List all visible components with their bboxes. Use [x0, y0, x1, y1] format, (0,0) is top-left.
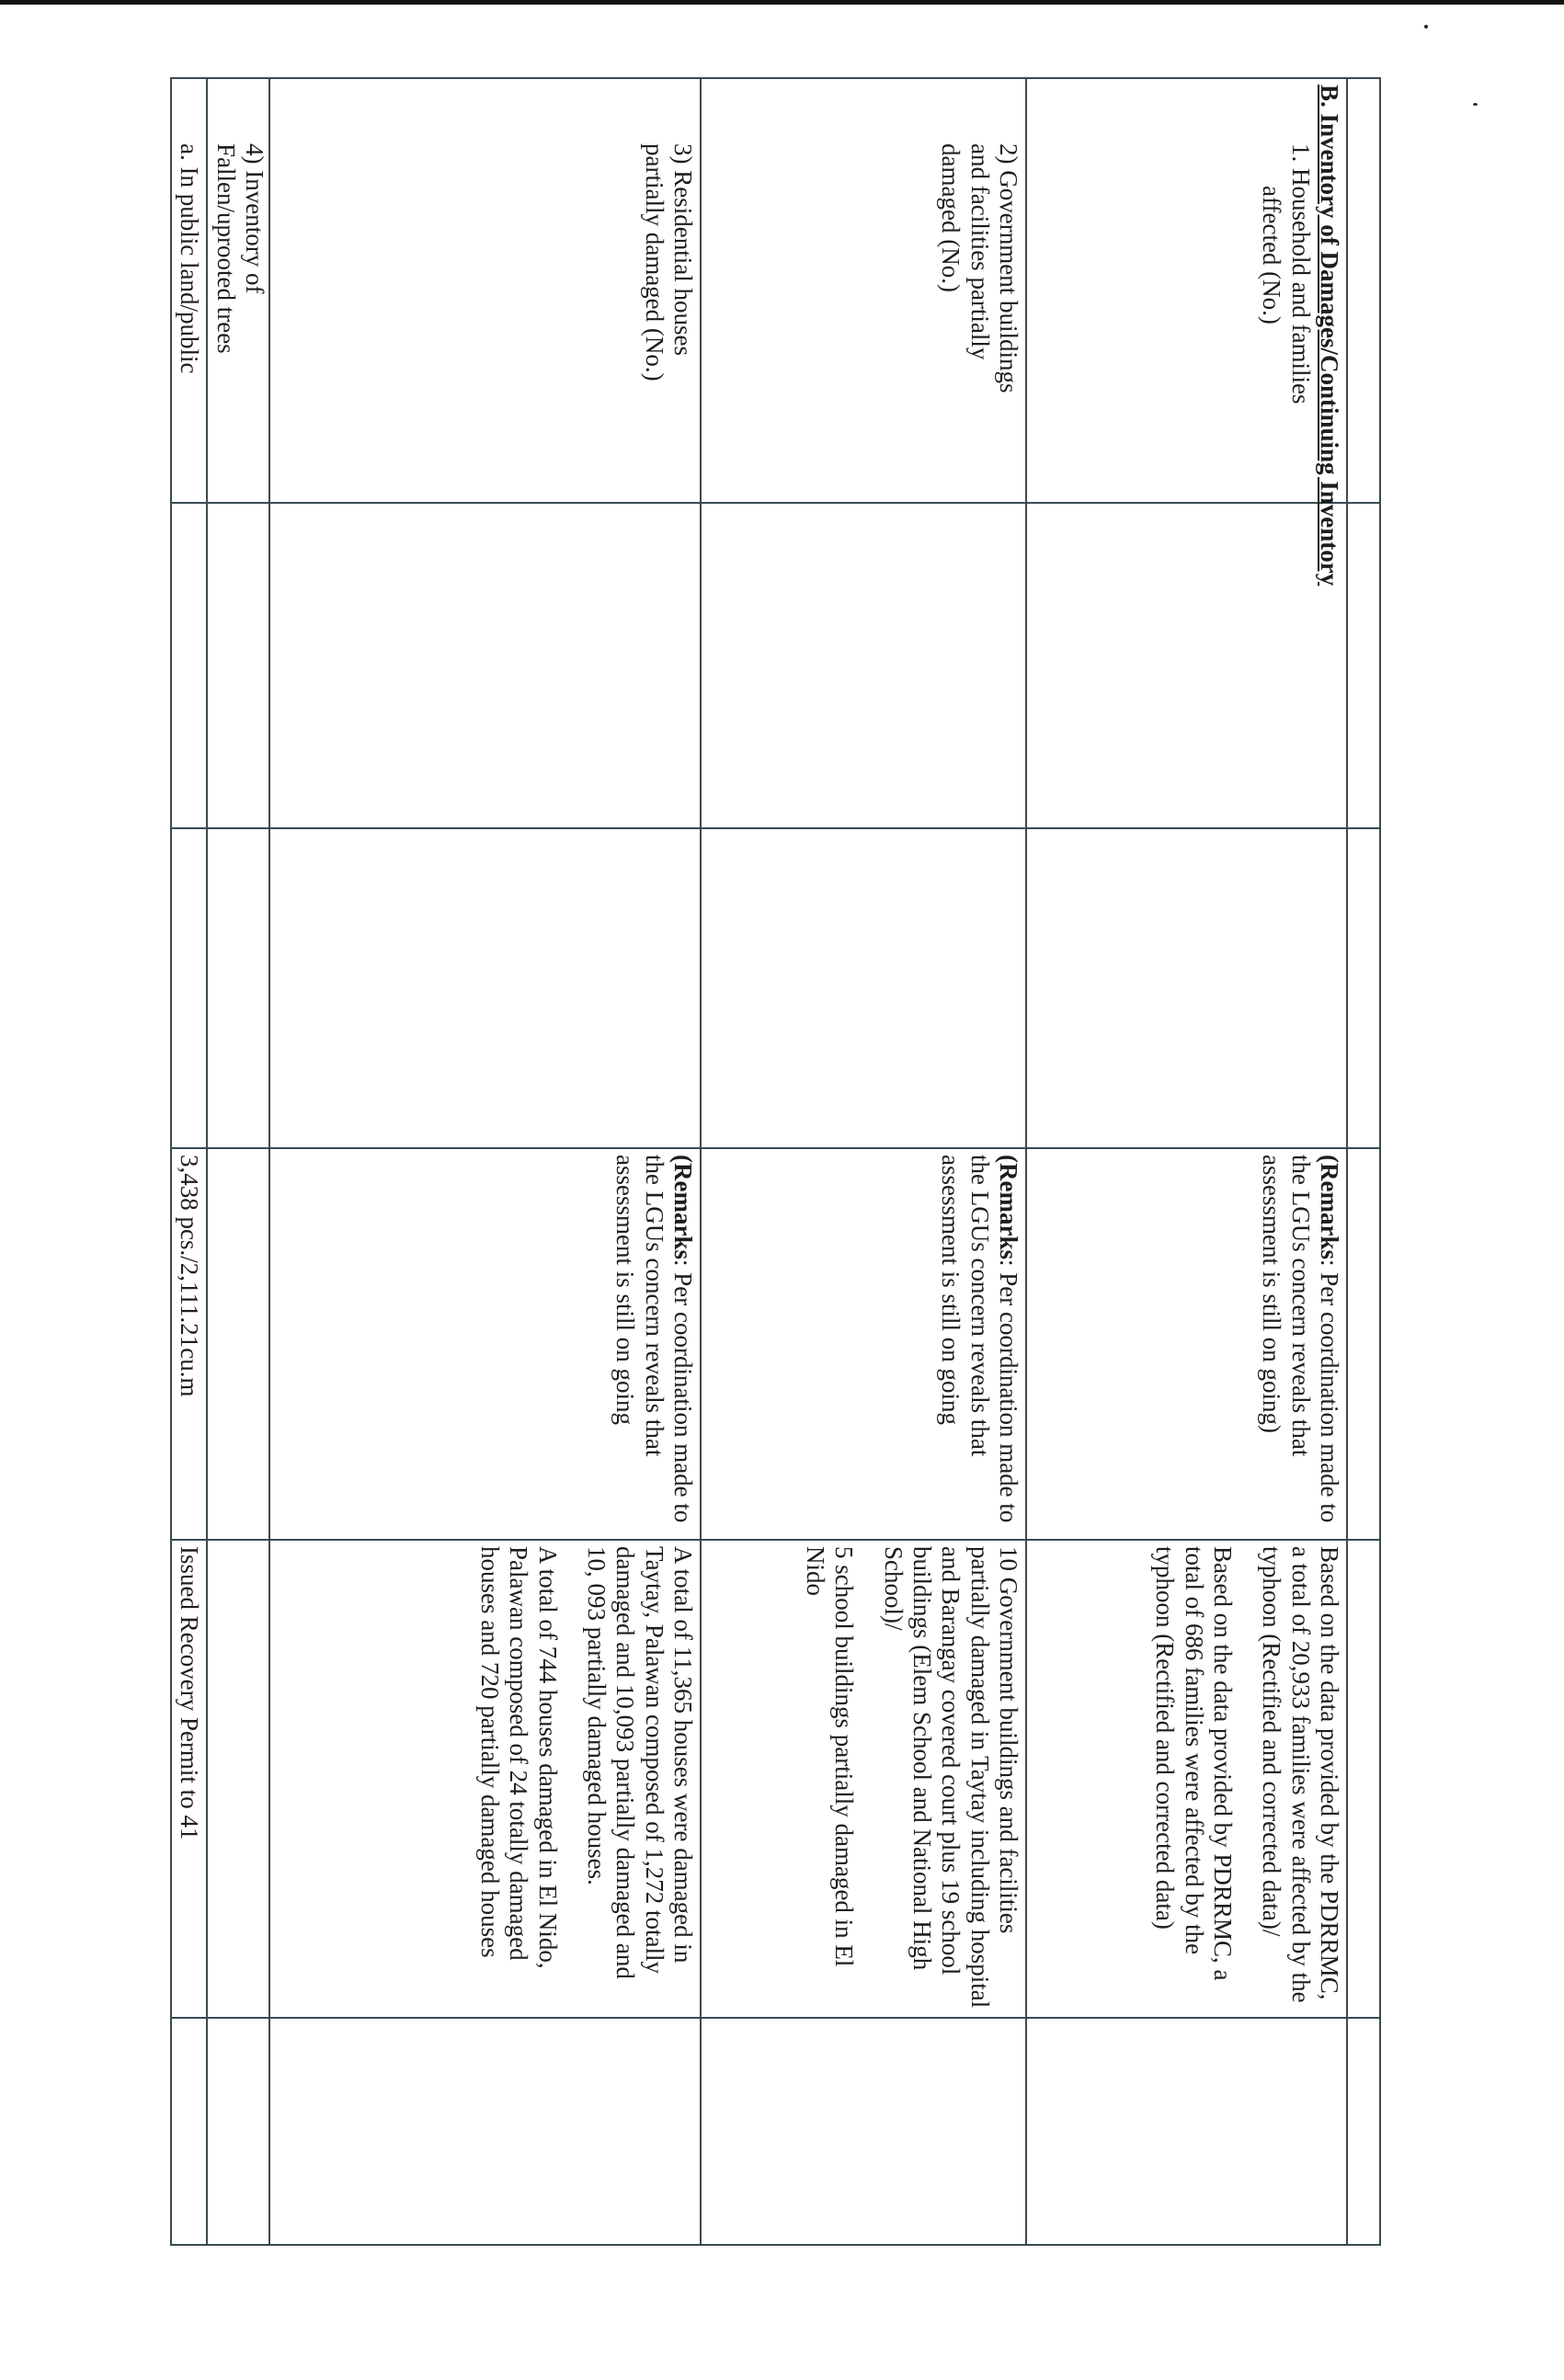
- table-row: [171, 78, 207, 2245]
- table-row: [1347, 78, 1380, 2245]
- table-cell: [207, 1540, 269, 2018]
- table-cell: [269, 1540, 701, 2018]
- note-text: 10 Government buildings and facilities partially damaged in Taytay including hospital and Barangay covered court plus 19 school buildings (Elem School and National High School)/: [879, 1546, 1022, 2009]
- table-cell: [269, 78, 701, 503]
- remarks-text: : Per coordination made to the LGUs concern reveals that assessment is still on going): [1258, 1155, 1343, 1523]
- table-cell: [269, 828, 701, 1148]
- remarks: [936, 1155, 1022, 1533]
- rotated-page: [176, 77, 1381, 2244]
- table-cell: [1347, 2018, 1380, 2245]
- table-cell: [1026, 1148, 1347, 1540]
- table-cell: [1026, 78, 1347, 586]
- table-cell: [701, 1148, 1026, 1540]
- table-cell: [207, 2018, 269, 2245]
- row-label: partially damaged (No.): [640, 143, 668, 381]
- table-cell: [1347, 503, 1380, 828]
- damage-inventory-table: [170, 77, 1381, 2246]
- table-cell: [1026, 1540, 1347, 2018]
- remarks: [1257, 1155, 1343, 1533]
- row-label: and facilities partially: [965, 143, 994, 360]
- table-cell: [207, 503, 269, 828]
- row-label: 1. Household and families: [1286, 143, 1315, 404]
- table-cell: [207, 78, 269, 503]
- row-label: a. In public land/public: [176, 143, 204, 374]
- table-row: [269, 78, 701, 2245]
- table-cell: [171, 503, 207, 828]
- row-label: damaged (No.): [937, 143, 965, 292]
- table-cell: [171, 2018, 207, 2245]
- scan-speck: [1473, 103, 1478, 106]
- table-cell: [1347, 1148, 1380, 1540]
- table-cell: [701, 1540, 1026, 2018]
- table-cell: [171, 1540, 207, 2018]
- remarks-head: (Remarks: [1316, 1155, 1343, 1259]
- table-cell: [1026, 503, 1347, 828]
- table-row: [701, 78, 1026, 2245]
- table-cell: [701, 2018, 1026, 2245]
- note-text: Issued Recovery Permit to 41: [176, 1546, 204, 1840]
- row-label: 4) Inventory of: [241, 143, 268, 294]
- table-cell: [701, 828, 1026, 1148]
- remarks-head: (Remarks: [995, 1155, 1022, 1259]
- note-text: 5 school buildings partially damaged in El Nido: [802, 1546, 859, 1967]
- table-cell: [269, 1148, 701, 1540]
- scan-speck: [1424, 25, 1428, 28]
- note-text: Based on the data provided by the PDRRMC, a total of 20,933 families were affected by the typhoon (Rectified and corrected data)/: [1258, 1546, 1343, 2003]
- remarks-text: : Per coordination made to the LGUs concern reveals that assessment is still on going: [937, 1155, 1022, 1523]
- table-cell: [1347, 1540, 1380, 2018]
- table-cell: [1347, 828, 1380, 1148]
- table-cell: [207, 1148, 269, 1540]
- note-text: Based on the data provided by PDRRMC, a total of 686 families were affected by the typhoon (Rectified and corrected data): [1151, 1546, 1238, 1981]
- table-cell: [207, 828, 269, 1148]
- table-cell: [1026, 2018, 1347, 2245]
- remarks: [611, 1155, 697, 1533]
- section-title: B. Inventory of Damages/Continuing Inventory: [1316, 85, 1343, 586]
- row-label: 3) Residential houses: [669, 143, 697, 356]
- row-label: Fallen/uprooted trees: [211, 143, 240, 354]
- table-cell: [269, 2018, 701, 2245]
- scan-top-edge: [0, 0, 1564, 5]
- table-row: [1026, 78, 1347, 2245]
- value-text: 3,438 pcs./2,111.21cu.m: [176, 1155, 204, 1397]
- table-cell: [171, 78, 207, 503]
- table-cell: [171, 828, 207, 1148]
- note-text: A total of 11,365 houses were damaged in Taytay, Palawan composed of 1,272 totally damaged and 10,093 partially damaged and 10, 093 partially damaged houses.: [583, 1546, 697, 1979]
- row-label: 2) Government buildings: [995, 143, 1022, 393]
- table-cell: [269, 503, 701, 828]
- table-cell: [171, 1148, 207, 1540]
- table-cell: [1347, 78, 1380, 503]
- table-row: [207, 78, 269, 2245]
- table-cell: [1026, 828, 1347, 1148]
- table-cell: [701, 503, 1026, 828]
- table-cell: [701, 78, 1026, 503]
- remarks-head: (Remarks: [669, 1155, 697, 1259]
- note-text: A total of 744 houses damaged in El Nido, Palawan composed of 24 totally damaged houses and 720 partially damaged houses: [476, 1546, 562, 1969]
- row-label: affected (No.): [1258, 186, 1286, 325]
- remarks-text: : Per coordination made to the LGUs concern reveals that assessment is still on going: [611, 1155, 697, 1523]
